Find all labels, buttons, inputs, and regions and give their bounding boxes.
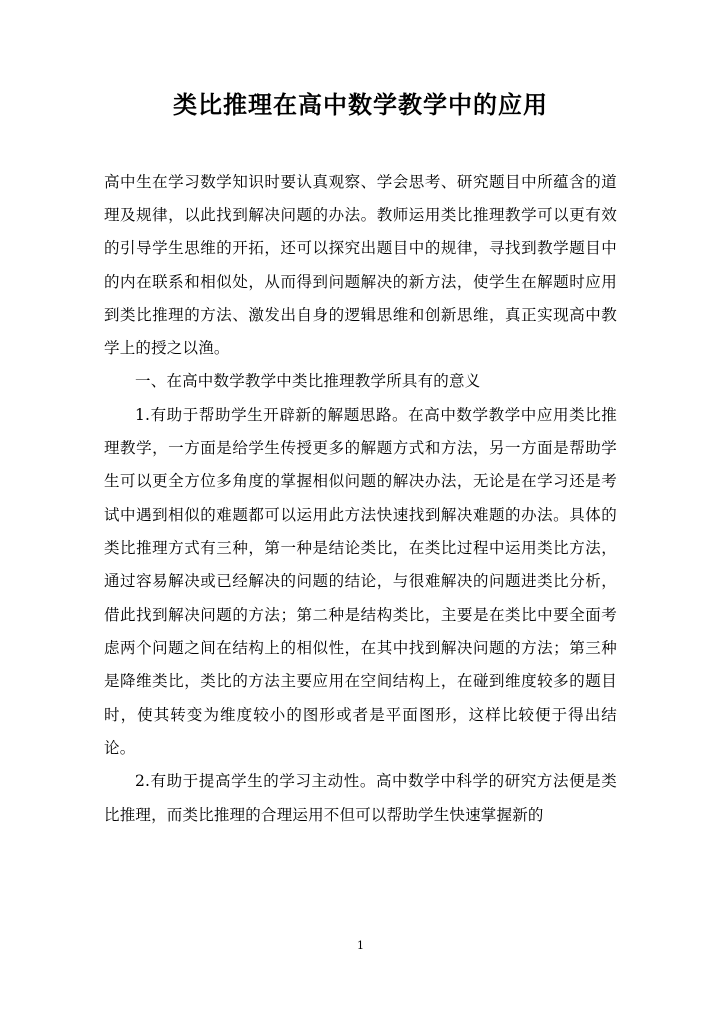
page-number: 1 xyxy=(357,939,364,952)
paragraph-item-1: 1.有助于帮助学生开辟新的解题思路。在高中数学教学中应用类比推理教学，一方面是给学生传授更多的解题方式和方法，另一方面是帮助学生可以更全方位多角度的掌握相似问题的解决办法，无论是在学习还是考试中遇到相似的难题都可以运用此方法快速找到解决难题的办法。具体的类比推理方式有三种，第一种是结论类比，在类比过程中运用类比方法，通过容易解决或已经解决的问题的结论，与很难解决的问题进类比分析，借此找到解决问题的方法；第二种是结构类比，主要是在类比中要全面考虑两个问题之间在结构上的相似性，在其中找到解决问题的方法；第三种是降维类比，类比的方法主要应用在空间结构上，在碰到维度较多的题目时，使其转变为维度较小的图形或者是平面图形，这样比较便于得出结论。 xyxy=(104,405,617,757)
paragraph-intro: 高中生在学习数学知识时要认真观察、学会思考、研究题目中所蕴含的道理及规律，以此找到解决问题的办法。教师运用类比推理教学可以更有效的引导学生思维的开拓，还可以探究出题目中的规律，寻找到教学题目中的内在联系和相似处，从而得到问题解决的新方法，使学生在解题时应用到类比推理的方法、激发出自身的逻辑思维和创新思维，真正实现高中教学上的授之以渔。 xyxy=(104,172,617,358)
page-title: 类比推理在高中数学教学中的应用 xyxy=(173,90,548,119)
paragraph-item-2: 2.有助于提高学生的学习主动性。高中数学中科学的研究方法便是类比推理，而类比推理的合理运用不但可以帮助学生快速掌握新的 xyxy=(104,772,617,824)
document-body xyxy=(104,166,617,832)
paragraph-section-heading: 一、在高中数学教学中类比推理教学所具有的意义 xyxy=(135,372,481,391)
